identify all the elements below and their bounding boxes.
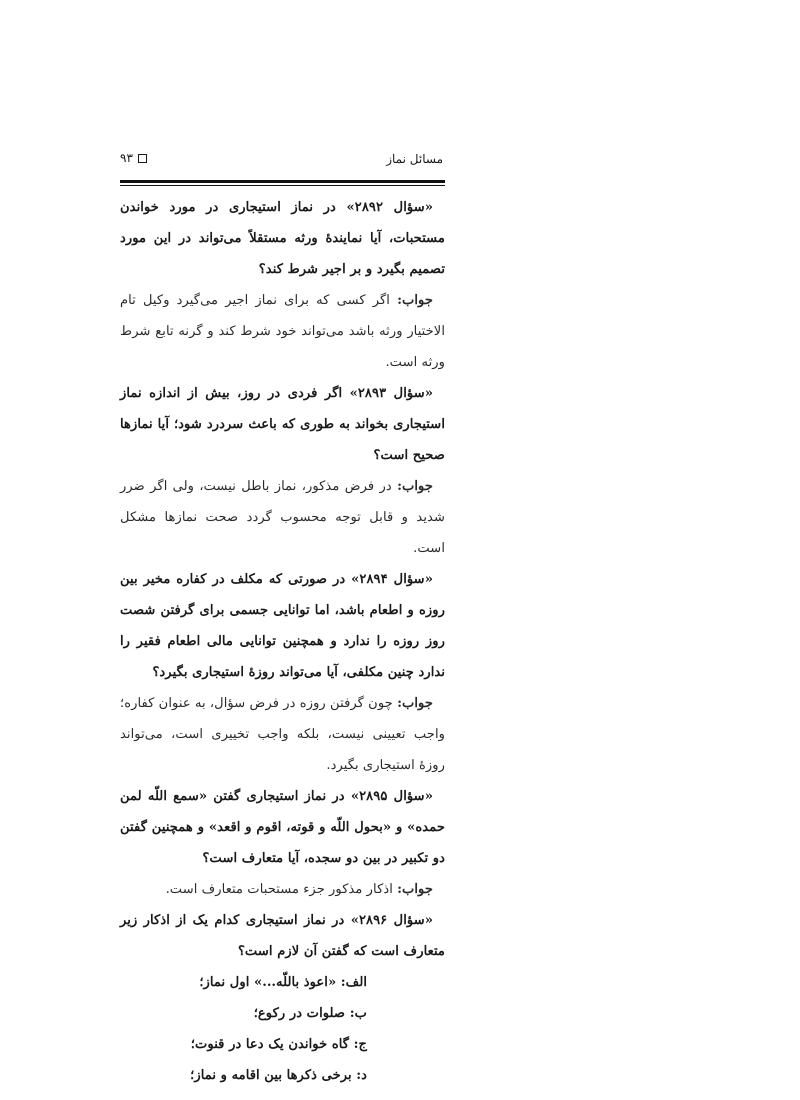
page-number: [120, 151, 147, 165]
answer-lead: جواب:: [397, 479, 433, 494]
answer-lead: جواب:: [397, 696, 433, 711]
header-rule-thin: [120, 185, 445, 186]
document-page: [120, 148, 445, 1091]
page-number-text: ۹۳: [120, 151, 133, 165]
option-item: ب: صلوات در رکوع؛: [253, 1006, 367, 1021]
answer-text: اگر کسی که برای نماز اجیر می‌گیرد وکیل تام الاختیار ورثه باشد می‌تواند خود شرط کند و گرنه تابع شرط ورثه است.: [120, 293, 445, 370]
answer-paragraph: [120, 688, 445, 781]
question-paragraph: «سؤال ۲۸۹۲» در نماز استیجاری در مورد خواندن مستحبات، آیا نمایندهٔ ورثه مستقلاً می‌تواند در این مورد تصمیم بگیرد و بر اجیر شرط کند؟: [120, 200, 445, 277]
answer-text: در فرض مذکور، نماز باطل نیست، ولی اگر ضرر شدید و قابل توجه محسوب گردد صحت نمازها مشکل است.: [120, 479, 445, 556]
answer-paragraph: [120, 874, 445, 905]
answer-text: چون گرفتن روزه در فرض سؤال، به عنوان کفاره؛ واجب تعیینی نیست، بلکه واجب تخییری است، می‌تواند روزهٔ استیجاری بگیرد.: [120, 696, 445, 773]
answer-lead: جواب:: [397, 882, 433, 897]
content-body: [120, 192, 445, 1091]
question-paragraph: «سؤال ۲۸۹۴» در صورتی که مکلف در کفاره مخیر بین روزه و اطعام باشد، اما توانایی جسمی برای گرفتن شصت روز روزه را ندارد و همچنین توانایی مالی اطعام فقیر را ندارد چنین مکلفی، آیا می‌تواند روزهٔ استیجاری بگیرد؟: [120, 572, 445, 680]
running-header: [120, 148, 445, 170]
running-title: مسائل نماز: [386, 152, 443, 166]
option-item: د: برخی ذکرها بین اقامه و نماز؛: [190, 1068, 367, 1083]
question-paragraph: «سؤال ۲۸۹۳» اگر فردی در روز، بیش از اندازه نماز استیجاری بخواند به طوری که باعث سردرد شود؛ آیا نمازها صحیح است؟: [120, 386, 445, 463]
question-paragraph: «سؤال ۲۸۹۶» در نماز استیجاری کدام یک از اذکار زیر متعارف است که گفتن آن لازم است؟: [120, 913, 445, 959]
answer-paragraph: [120, 471, 445, 564]
answer-lead: جواب:: [397, 293, 433, 308]
option-item: الف: «اعوذ باللّه...» اول نماز؛: [199, 975, 367, 990]
page-box-icon: [138, 154, 147, 163]
answer-paragraph: [120, 285, 445, 378]
option-item: ج: گاه خواندن یک دعا در قنوت؛: [190, 1037, 367, 1052]
question-paragraph: «سؤال ۲۸۹۵» در نماز استیجاری گفتن «سمع اللّه لمن حمده» و «بحول اللّه و قوته، اقوم و اقعد» و همچنین گفتن دو تکبیر در بین دو سجده، آیا متعارف است؟: [120, 789, 445, 866]
answer-text: اذکار مذکور جزء مستحبات متعارف است.: [165, 882, 398, 897]
header-rule-thick: [120, 180, 445, 183]
